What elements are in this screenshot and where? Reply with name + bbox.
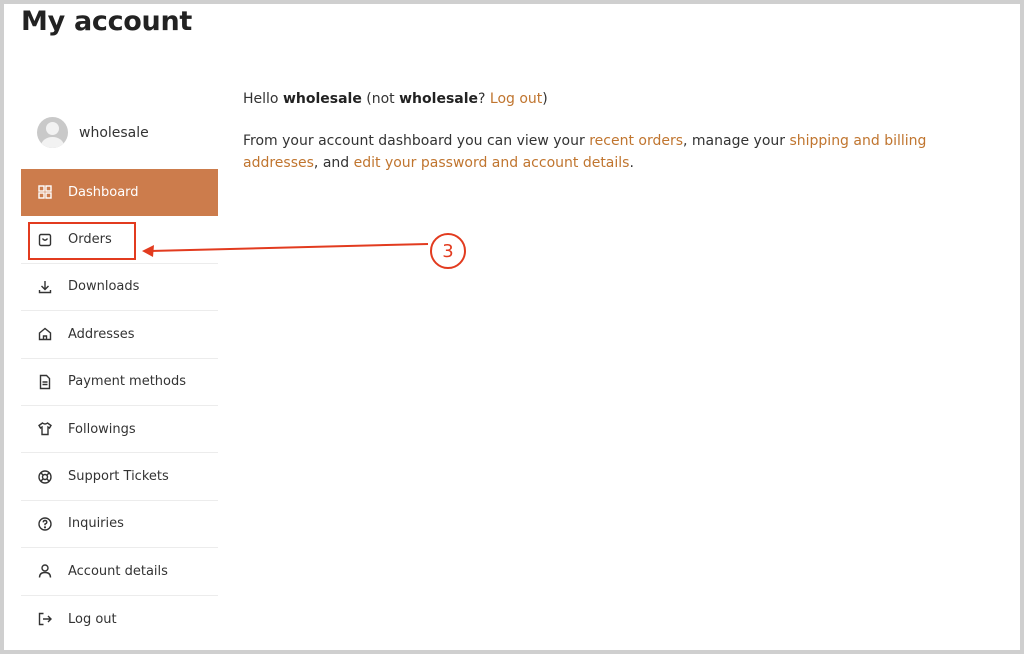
user-icon — [37, 563, 53, 579]
sidebar-item-label: Dashboard — [68, 184, 139, 200]
dashboard-content — [243, 88, 1003, 194]
user-profile — [21, 96, 218, 169]
sidebar-item-label: Payment methods — [68, 374, 187, 390]
logout-link[interactable]: Log out — [489, 91, 543, 107]
annotation-step-number: 3 — [430, 233, 466, 269]
addresses-link[interactable]: shipping and billing addresses — [243, 133, 927, 171]
lifebuoy-icon — [37, 469, 53, 485]
account-sidebar — [21, 96, 218, 643]
sidebar-item-dashboard[interactable] — [21, 169, 218, 216]
home-icon — [37, 326, 53, 342]
sidebar-item-inquiries[interactable] — [21, 501, 218, 548]
sidebar-item-account-details[interactable] — [21, 548, 218, 595]
sidebar-item-label: Log out — [68, 611, 117, 627]
dashboard-intro-text: From your account dashboard you can view your recent orders, manage your shipping and billing addresses, and edit your password and account details. — [243, 133, 927, 171]
sidebar-item-log-out[interactable] — [21, 596, 218, 643]
download-icon — [37, 279, 53, 295]
sidebar-item-label: Downloads — [68, 279, 140, 295]
document-icon — [37, 374, 53, 390]
account-details-link[interactable]: edit your password and account details — [353, 155, 630, 171]
recent-orders-link[interactable]: recent orders — [589, 133, 684, 149]
sidebar-item-support-tickets[interactable] — [21, 453, 218, 500]
logout-icon — [37, 611, 53, 627]
sidebar-item-label: Addresses — [68, 326, 135, 342]
page-title: My account — [21, 6, 192, 37]
sidebar-item-label: Inquiries — [68, 516, 124, 532]
greeting-text: Hello wholesale (not wholesale? Log out) — [243, 91, 548, 107]
sidebar-item-followings[interactable] — [21, 406, 218, 453]
greeting-username: wholesale — [282, 91, 362, 107]
sidebar-item-label: Orders — [68, 232, 112, 248]
sidebar-item-payment-methods[interactable] — [21, 359, 218, 406]
sidebar-item-addresses[interactable] — [21, 311, 218, 358]
sidebar-item-label: Followings — [68, 421, 136, 437]
user-name: wholesale — [79, 124, 149, 141]
avatar — [37, 117, 68, 148]
sidebar-item-label: Account details — [68, 563, 168, 579]
annotation-highlight-box — [28, 222, 136, 260]
sidebar-item-label: Support Tickets — [68, 469, 169, 485]
question-circle-icon — [37, 516, 53, 532]
shirt-icon — [37, 421, 53, 437]
dashboard-icon — [37, 184, 53, 200]
sidebar-item-downloads[interactable] — [21, 264, 218, 311]
annotation-arrow — [140, 236, 430, 266]
